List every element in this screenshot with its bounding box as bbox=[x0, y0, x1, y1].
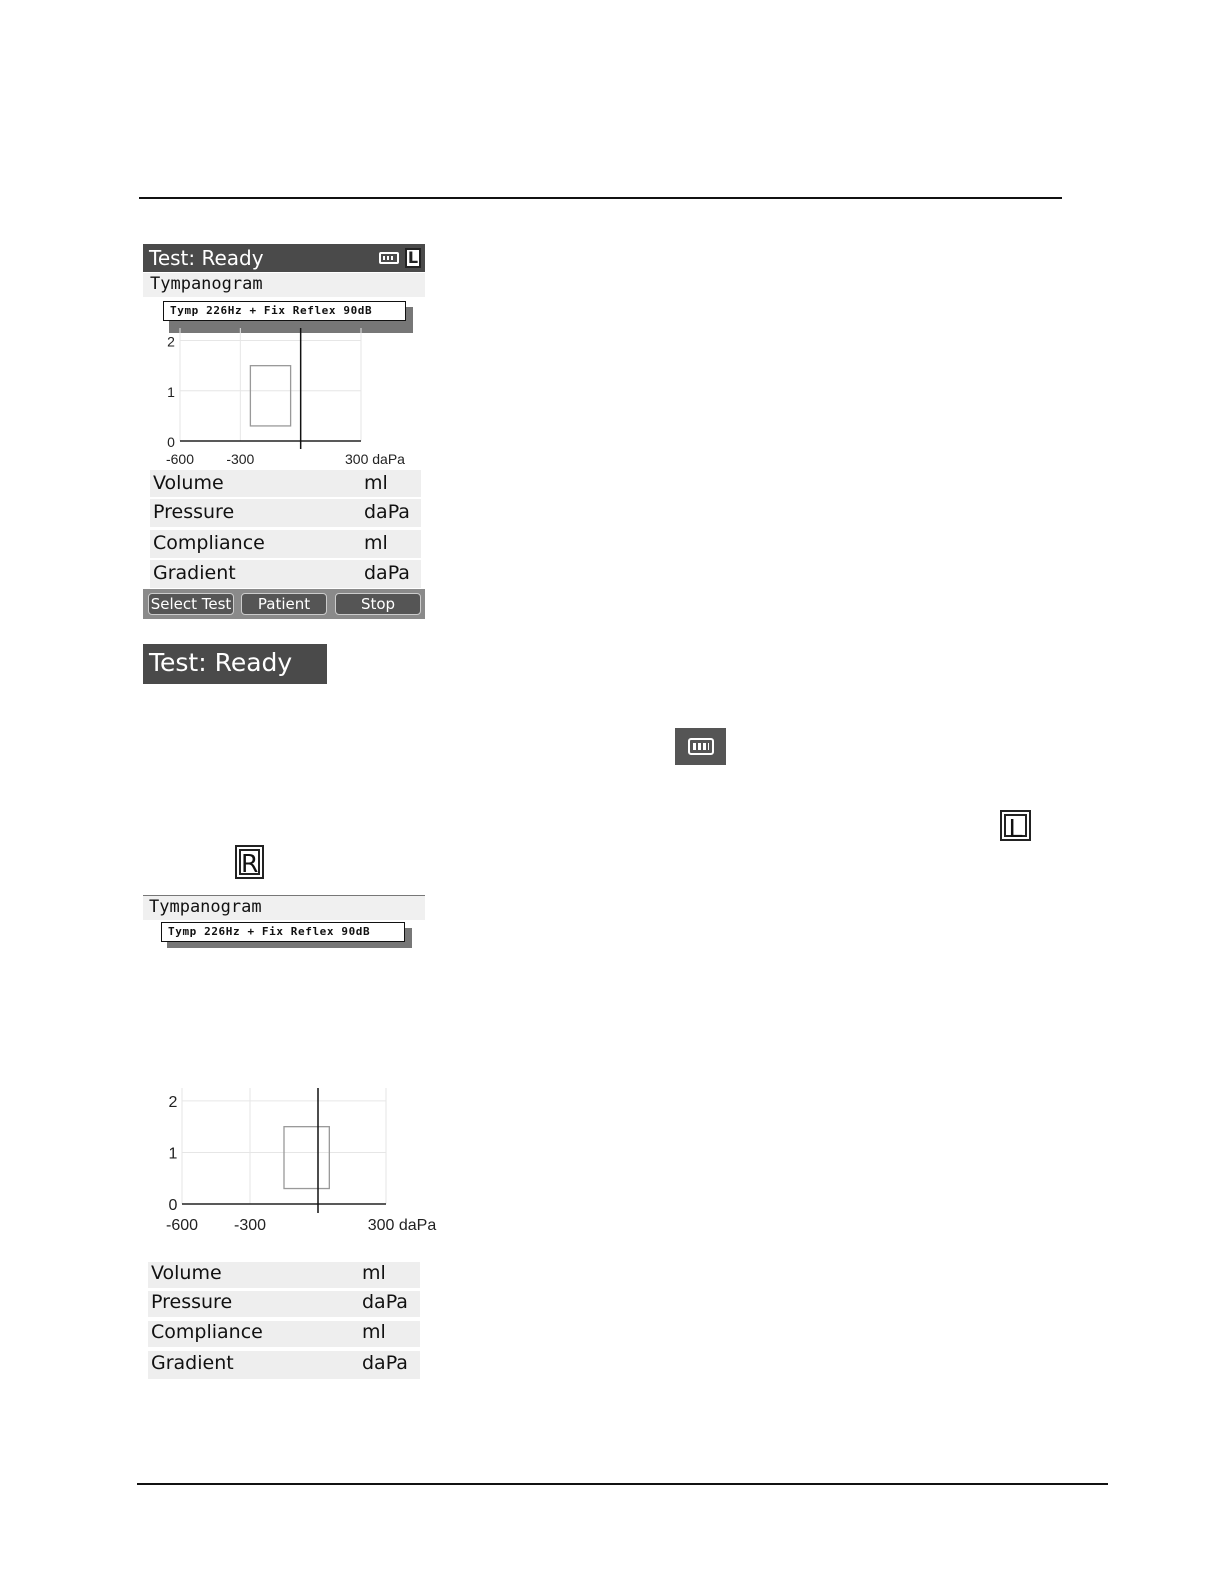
footer-rule bbox=[137, 1483, 1108, 1485]
right-ear-icon: R bbox=[235, 845, 264, 879]
status-title: Test: Ready bbox=[149, 246, 264, 270]
section-title: Tympanogram bbox=[150, 274, 263, 294]
result-unit: daPa bbox=[362, 1352, 408, 1374]
result-row-pressure bbox=[150, 499, 421, 527]
result-unit: ml bbox=[362, 1262, 386, 1284]
battery-icon bbox=[675, 728, 726, 765]
status-bar bbox=[143, 244, 425, 272]
patient-button[interactable]: Patient bbox=[241, 593, 327, 615]
normal-region-box bbox=[250, 366, 290, 426]
result-label: Gradient bbox=[153, 562, 236, 584]
normal-region-box bbox=[284, 1127, 329, 1189]
protocol-label[interactable]: Tymp 226Hz + Fix Reflex 90dB bbox=[163, 301, 406, 321]
softkey-bar bbox=[143, 589, 425, 619]
result-row-compliance bbox=[150, 530, 421, 558]
result-unit: ml bbox=[364, 472, 388, 494]
header-rule bbox=[139, 197, 1062, 199]
result-unit: daPa bbox=[362, 1291, 408, 1313]
x-tick-label: -300 bbox=[226, 451, 255, 467]
y-tick-label: 0 bbox=[168, 1197, 178, 1214]
result-row-volume bbox=[148, 1262, 420, 1288]
result-row-gradient bbox=[150, 560, 421, 588]
result-row-volume bbox=[150, 470, 421, 497]
device-screen bbox=[143, 244, 425, 619]
result-label: Volume bbox=[153, 472, 224, 494]
result-label: Volume bbox=[151, 1262, 222, 1284]
y-tick-label: 1 bbox=[167, 383, 175, 400]
y-tick-label: 2 bbox=[168, 1093, 178, 1111]
x-tick-label: -600 bbox=[165, 1217, 199, 1234]
x-tick-label: -300 bbox=[233, 1217, 267, 1234]
result-unit: daPa bbox=[364, 562, 410, 584]
result-label: Compliance bbox=[153, 532, 265, 554]
section-bar bbox=[143, 273, 425, 297]
x-tick-label: -600 bbox=[165, 451, 195, 467]
result-label: Pressure bbox=[151, 1291, 233, 1313]
tympanogram-section-detail bbox=[143, 895, 425, 920]
x-tick-label: 300 daPa bbox=[345, 451, 405, 467]
ear-indicator-icon: L bbox=[405, 248, 421, 268]
result-unit: daPa bbox=[364, 501, 410, 523]
y-tick-label: 0 bbox=[167, 434, 175, 450]
status-title: Test: Ready bbox=[149, 648, 293, 677]
result-row-compliance bbox=[148, 1321, 420, 1347]
result-row-gradient bbox=[148, 1351, 420, 1379]
x-tick-label: 300 daPa bbox=[367, 1217, 437, 1234]
y-tick-label: 2 bbox=[167, 333, 175, 350]
tympanogram-chart-detail bbox=[143, 1082, 449, 1238]
result-label: Compliance bbox=[151, 1321, 263, 1343]
section-title: Tympanogram bbox=[149, 897, 262, 917]
result-unit: ml bbox=[362, 1321, 386, 1343]
result-row-pressure bbox=[148, 1291, 420, 1317]
tympanogram-chart bbox=[143, 328, 425, 468]
protocol-label[interactable]: Tymp 226Hz + Fix Reflex 90dB bbox=[161, 922, 405, 942]
result-label: Gradient bbox=[151, 1352, 234, 1374]
status-bar-detail bbox=[143, 644, 327, 684]
battery-icon bbox=[379, 252, 399, 264]
select-test-button[interactable]: Select Test bbox=[148, 593, 234, 615]
stop-button[interactable]: Stop bbox=[335, 593, 421, 615]
result-label: Pressure bbox=[153, 501, 235, 523]
result-unit: ml bbox=[364, 532, 388, 554]
y-tick-label: 1 bbox=[168, 1145, 178, 1163]
left-ear-icon: L bbox=[1000, 810, 1031, 841]
